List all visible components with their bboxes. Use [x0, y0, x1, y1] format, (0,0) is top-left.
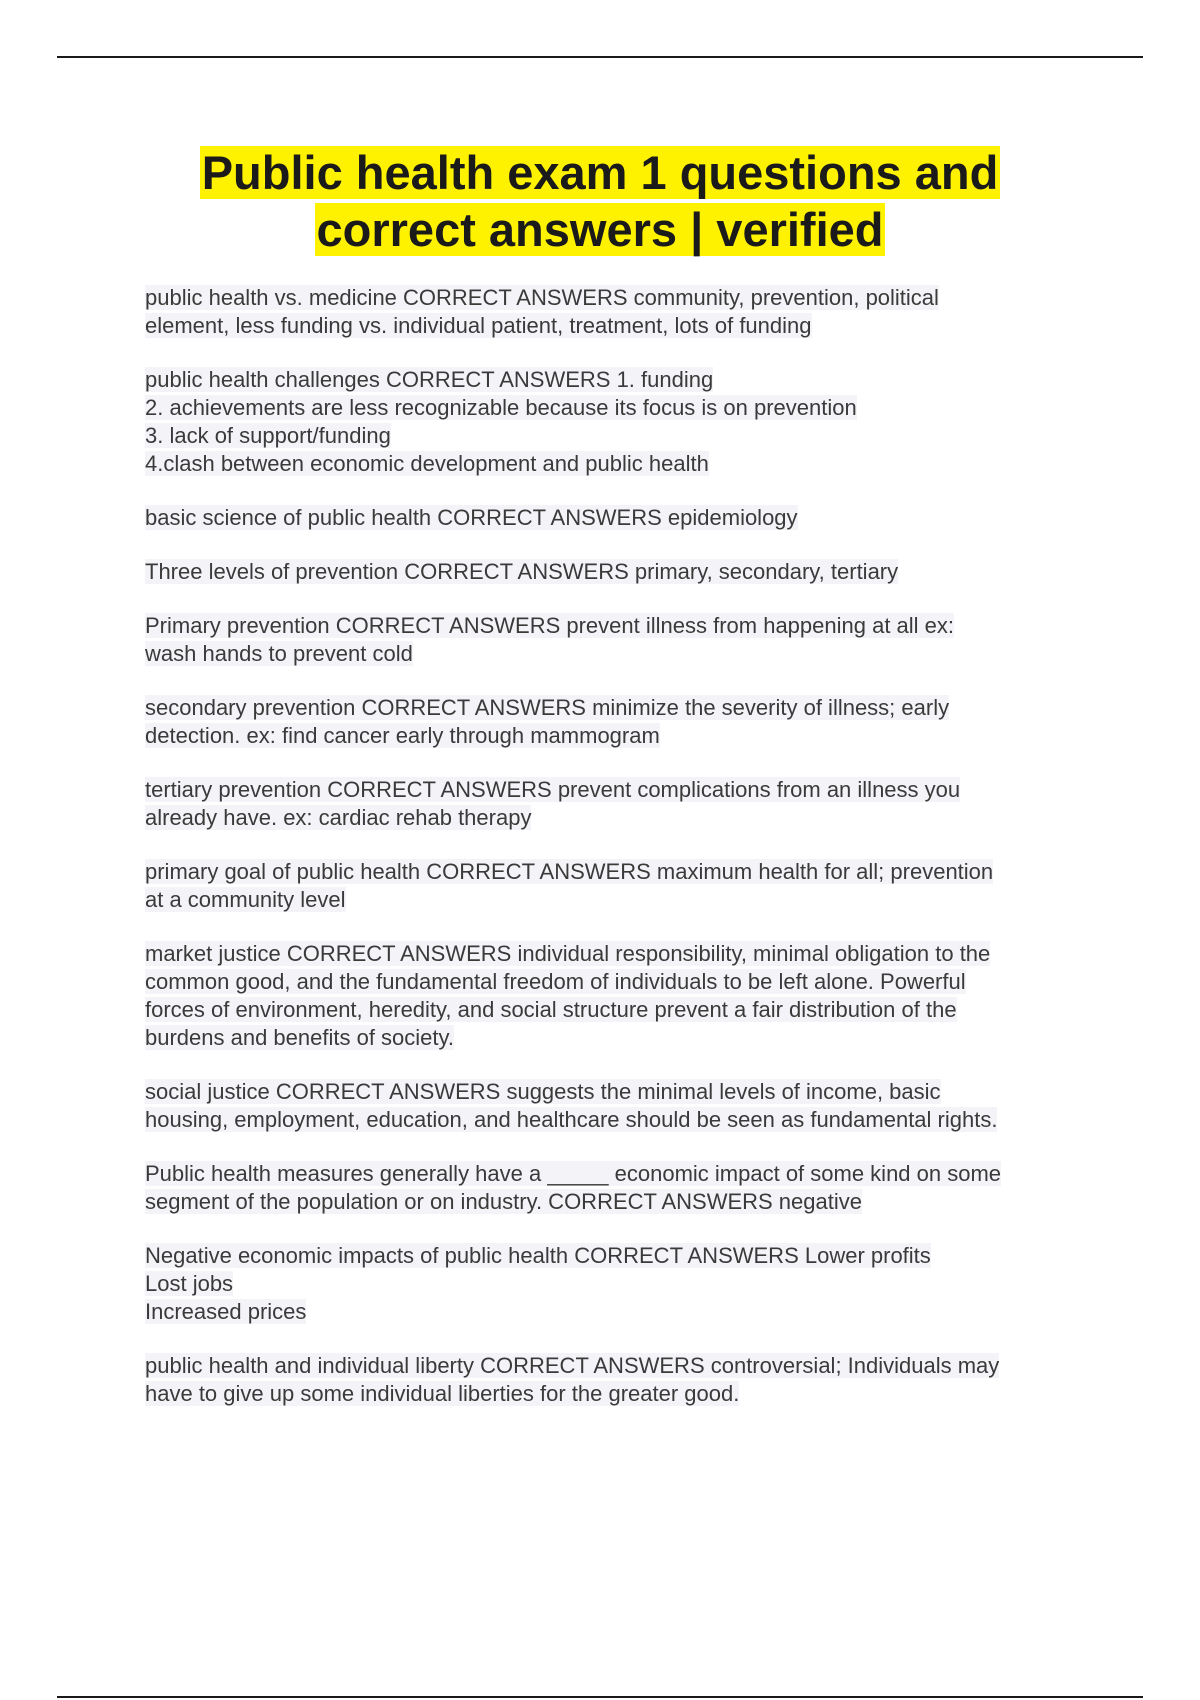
qa-entry-text: already have. ex: cardiac rehab therapy [145, 805, 532, 830]
qa-entry-text: 2. achievements are less recognizable because its focus is on prevention [145, 395, 857, 420]
qa-entry [145, 1242, 1105, 1326]
qa-entry [145, 940, 1105, 1052]
qa-entry [145, 612, 1105, 668]
qa-entry-line [145, 284, 1105, 312]
title-line-2: correct answers | verified [316, 203, 884, 256]
qa-entry-line [145, 694, 1105, 722]
qa-entry-line [145, 1380, 1105, 1408]
qa-entry-text: burdens and benefits of society. [145, 1025, 455, 1050]
qa-entry-text: primary goal of public health CORRECT ANSWERS maximum health for all; prevention [145, 859, 994, 884]
qa-entry-text: public health vs. medicine CORRECT ANSWERS community, prevention, political [145, 285, 939, 310]
qa-entry [145, 858, 1105, 914]
qa-entry [145, 1160, 1105, 1216]
qa-entry-text: detection. ex: find cancer early through mammogram [145, 723, 660, 748]
qa-entry-text: Increased prices [145, 1299, 307, 1324]
qa-entry-line [145, 366, 1105, 394]
qa-entry-line [145, 1160, 1105, 1188]
qa-entry [145, 284, 1105, 340]
qa-entry-text: Primary prevention CORRECT ANSWERS prevent illness from happening at all ex: [145, 613, 955, 638]
bottom-rule [57, 1696, 1143, 1698]
qa-entry-line [145, 1106, 1105, 1134]
qa-entry-text: have to give up some individual liberties for the greater good. [145, 1381, 740, 1406]
qa-entry-line [145, 996, 1105, 1024]
qa-entry-line [145, 640, 1105, 668]
qa-entry-text: forces of environment, heredity, and social structure prevent a fair distribution of the [145, 997, 957, 1022]
qa-entry-text: Lost jobs [145, 1271, 234, 1296]
qa-entry-text: public health challenges CORRECT ANSWERS 1. funding [145, 367, 714, 392]
qa-entry-line [145, 1270, 1105, 1298]
qa-entry-line [145, 612, 1105, 640]
qa-entry-text: secondary prevention CORRECT ANSWERS minimize the severity of illness; early [145, 695, 950, 720]
qa-entry-text: at a community level [145, 887, 346, 912]
qa-entry-line [145, 558, 1105, 586]
qa-entry-line [145, 940, 1105, 968]
qa-entry-line [145, 776, 1105, 804]
qa-entry-line [145, 450, 1105, 478]
qa-entry-line [145, 394, 1105, 422]
qa-entry-text: housing, employment, education, and healthcare should be seen as fundamental rights. [145, 1107, 998, 1132]
qa-entry-text: Three levels of prevention CORRECT ANSWERS primary, secondary, tertiary [145, 559, 899, 584]
qa-entry-text: wash hands to prevent cold [145, 641, 413, 666]
qa-entry-text: 4.clash between economic development and public health [145, 451, 709, 476]
qa-entry-line [145, 422, 1105, 450]
title-line-1: Public health exam 1 questions and [201, 146, 999, 199]
qa-entry-text: Public health measures generally have a _____ economic impact of some kind on some [145, 1161, 1002, 1186]
qa-entry-line [145, 804, 1105, 832]
qa-entry-line [145, 722, 1105, 750]
qa-list [145, 284, 1105, 1434]
qa-entry-text: element, less funding vs. individual patient, treatment, lots of funding [145, 313, 812, 338]
qa-entry-text: social justice CORRECT ANSWERS suggests the minimal levels of income, basic [145, 1079, 941, 1104]
qa-entry [145, 366, 1105, 478]
qa-entry-line [145, 1024, 1105, 1052]
top-rule [57, 56, 1143, 58]
qa-entry-line [145, 858, 1105, 886]
qa-entry-line [145, 1242, 1105, 1270]
document-title [0, 144, 1200, 258]
qa-entry [145, 1352, 1105, 1408]
qa-entry-line [145, 1352, 1105, 1380]
qa-entry-text: 3. lack of support/funding [145, 423, 391, 448]
qa-entry-text: basic science of public health CORRECT ANSWERS epidemiology [145, 505, 798, 530]
qa-entry-line [145, 504, 1105, 532]
qa-entry-text: public health and individual liberty CORRECT ANSWERS controversial; Individuals may [145, 1353, 1000, 1378]
qa-entry-line [145, 886, 1105, 914]
qa-entry [145, 1078, 1105, 1134]
qa-entry [145, 776, 1105, 832]
qa-entry-text: market justice CORRECT ANSWERS individual responsibility, minimal obligation to the [145, 941, 991, 966]
qa-entry-text: segment of the population or on industry. CORRECT ANSWERS negative [145, 1189, 862, 1214]
qa-entry-line [145, 1298, 1105, 1326]
qa-entry [145, 558, 1105, 586]
qa-entry-text: common good, and the fundamental freedom of individuals to be left alone. Powerful [145, 969, 966, 994]
qa-entry-line [145, 1188, 1105, 1216]
qa-entry-text: Negative economic impacts of public health CORRECT ANSWERS Lower profits [145, 1243, 931, 1268]
qa-entry-text: tertiary prevention CORRECT ANSWERS prevent complications from an illness you [145, 777, 961, 802]
qa-entry [145, 694, 1105, 750]
qa-entry-line [145, 968, 1105, 996]
qa-entry-line [145, 312, 1105, 340]
qa-entry-line [145, 1078, 1105, 1106]
qa-entry [145, 504, 1105, 532]
